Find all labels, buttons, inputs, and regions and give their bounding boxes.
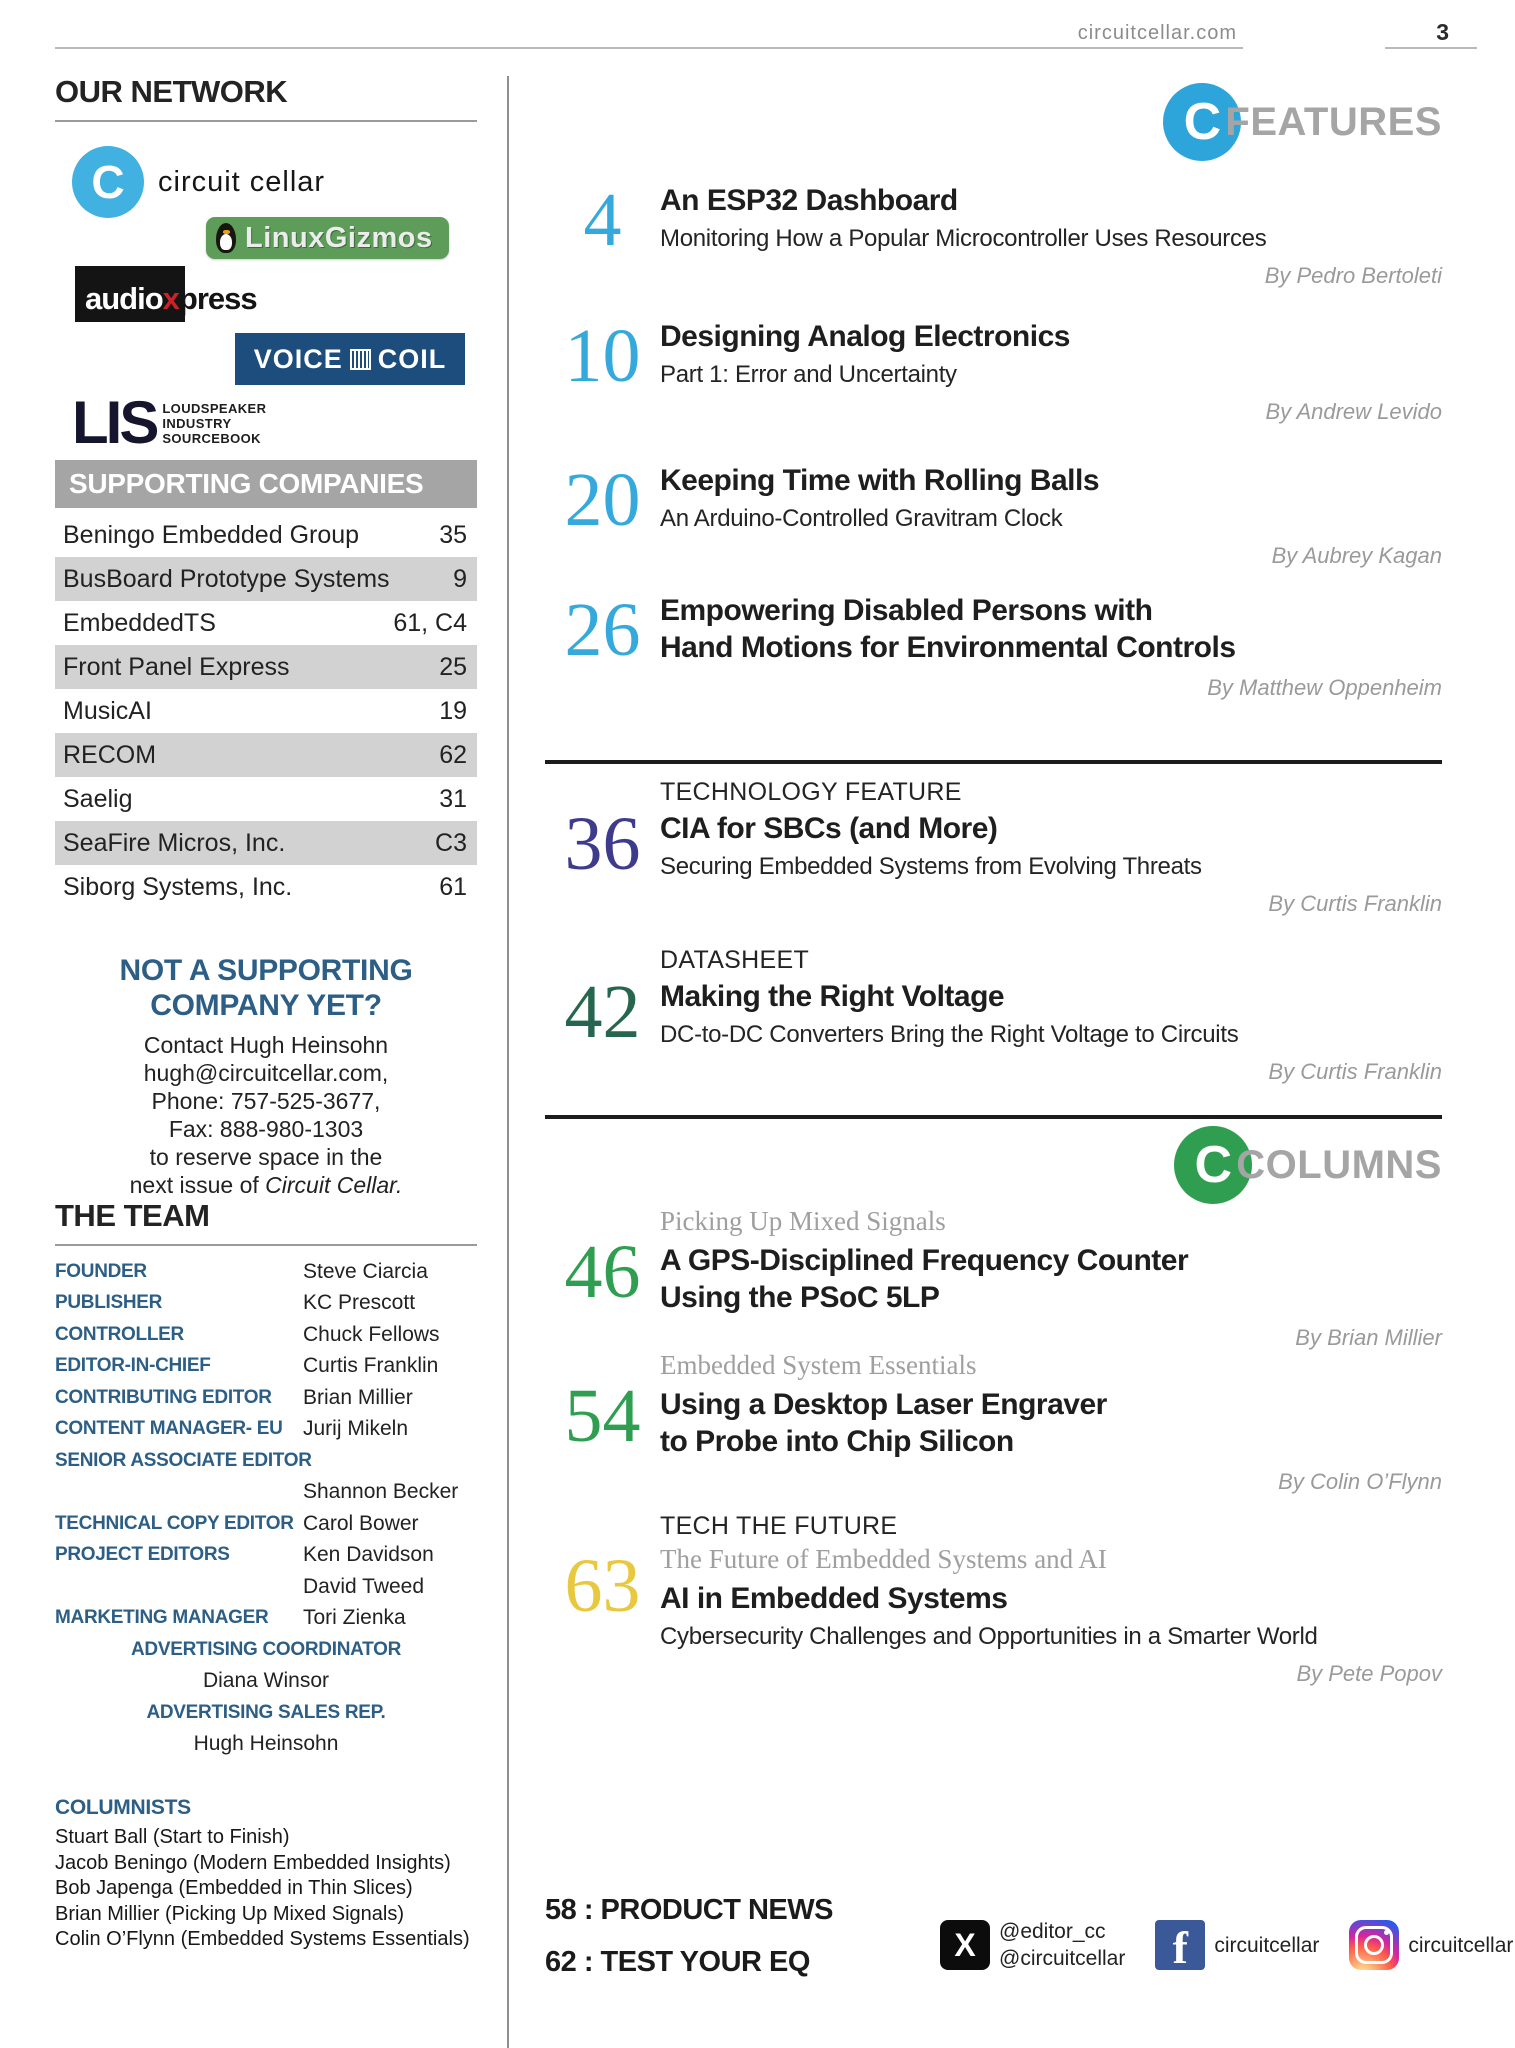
team-row xyxy=(55,1414,477,1446)
article-title: CIA for SBCs (and More) xyxy=(660,812,998,845)
columnist: Jacob Beningo (Modern Embedded Insights) xyxy=(55,1851,451,1874)
instagram-icon[interactable] xyxy=(1349,1920,1399,1970)
circuit-cellar-logo-text: circuit cellar xyxy=(158,165,326,198)
toc-article[interactable] xyxy=(545,588,1442,701)
audioxpress-logo-audio: audio xyxy=(85,281,163,316)
article-byline: By Pete Popov xyxy=(1296,1661,1442,1686)
company-row[interactable] xyxy=(55,645,477,689)
x-social-link[interactable] xyxy=(940,1918,1125,1972)
team-role: CONTRIBUTING EDITOR xyxy=(55,1386,272,1408)
team-role: CONTROLLER xyxy=(55,1323,184,1345)
article-byline: By Aubrey Kagan xyxy=(1271,543,1442,568)
team-role: MARKETING MANAGER xyxy=(55,1607,269,1629)
team-name: Hugh Heinsohn xyxy=(193,1732,339,1756)
team-role: FOUNDER xyxy=(55,1260,147,1282)
header-rule-page xyxy=(1385,47,1477,49)
company-name: MusicAI xyxy=(63,696,152,725)
contact-email[interactable]: hugh@circuitcellar.com, xyxy=(143,1060,389,1086)
article-page-number: 36 xyxy=(564,802,641,886)
article-title: AI in Embedded Systems xyxy=(660,1582,1008,1615)
toc-article[interactable] xyxy=(545,178,1442,289)
company-row[interactable] xyxy=(55,513,477,557)
x-handle-editor[interactable]: @editor_cc xyxy=(999,1920,1106,1943)
team-role: ADVERTISING SALES REP. xyxy=(146,1701,386,1723)
article-title: Keeping Time with Rolling Balls xyxy=(660,464,1099,497)
supporting-companies-heading: SUPPORTING COMPANIES xyxy=(55,460,477,508)
company-name: RECOM xyxy=(63,740,157,769)
company-name: Saelig xyxy=(63,784,133,813)
article-byline: By Pedro Bertoleti xyxy=(1264,263,1442,288)
columnist: Stuart Ball (Start to Finish) xyxy=(55,1826,290,1848)
team-row-centered xyxy=(55,1697,477,1729)
team-role: PUBLISHER xyxy=(55,1292,163,1314)
team-role: EDITOR-IN-CHIEF xyxy=(55,1355,211,1377)
facebook-social-link[interactable] xyxy=(1155,1920,1320,1973)
team-name: Diana Winsor xyxy=(202,1669,330,1693)
toc-article[interactable] xyxy=(545,1206,1442,1351)
company-name: Beningo Embedded Group xyxy=(63,520,360,549)
toc-article[interactable] xyxy=(545,458,1442,569)
team-name: KC Prescott xyxy=(303,1291,416,1315)
social-links xyxy=(940,1918,1513,1972)
team-name: Carol Bower xyxy=(303,1511,419,1535)
voice-coil-logo[interactable] xyxy=(235,333,465,385)
instagram-handle[interactable]: circuitcellar xyxy=(1408,1933,1514,1957)
company-page: 25 xyxy=(439,652,467,681)
article-kicker: DATASHEET xyxy=(660,946,810,974)
columns-section-logo xyxy=(545,1126,1442,1204)
page-number: 3 xyxy=(1436,19,1449,45)
contact-note-line2: next issue of Circuit Cellar. xyxy=(129,1172,403,1198)
article-byline: By Andrew Levido xyxy=(1265,399,1442,424)
lis-line-3: SOURCEBOOK xyxy=(162,430,261,446)
article-byline: By Curtis Franklin xyxy=(1268,891,1442,916)
columnist: Brian Millier (Picking Up Mixed Signals) xyxy=(55,1902,404,1925)
team-row-centered xyxy=(55,1666,477,1698)
article-title: Making the Right Voltage xyxy=(660,980,1005,1013)
audioxpress-logo-press: press xyxy=(178,281,257,316)
team-role: PROJECT EDITORS xyxy=(55,1544,230,1566)
company-page: C3 xyxy=(435,828,467,857)
speaker-icon xyxy=(350,349,371,370)
circuit-cellar-logo[interactable] xyxy=(72,146,325,218)
article-kicker: TECH THE FUTURE xyxy=(660,1512,898,1540)
footer-departments xyxy=(545,1884,833,1988)
team-row xyxy=(55,1445,477,1477)
features-section-logo xyxy=(545,83,1442,161)
team-name: Jurij Mikeln xyxy=(303,1417,409,1441)
article-subtitle: DC-to-DC Converters Bring the Right Voltage to Circuits xyxy=(660,1021,1239,1048)
voice-coil-logo-right: COIL xyxy=(377,343,447,374)
header-rule xyxy=(55,47,1243,49)
toc-article[interactable] xyxy=(545,778,1442,917)
contact-note-line1: to reserve space in the xyxy=(149,1144,383,1170)
test-your-eq-entry[interactable]: 62 : TEST YOUR EQ xyxy=(545,1946,810,1978)
article-subtitle: Cybersecurity Challenges and Opportunities in a Smarter World xyxy=(660,1623,1318,1650)
team-name: Shannon Becker xyxy=(303,1480,459,1504)
company-page: 61 xyxy=(439,872,467,901)
x-handle-circuitcellar[interactable]: @circuitcellar xyxy=(999,1947,1126,1970)
company-name: SeaFire Micros, Inc. xyxy=(63,828,286,857)
company-page: 31 xyxy=(439,784,467,813)
company-page: 19 xyxy=(439,696,467,725)
instagram-social-link[interactable] xyxy=(1349,1920,1513,1970)
circuit-cellar-logo-icon: C xyxy=(72,146,144,218)
columnists-block xyxy=(55,1796,500,1953)
toc-article[interactable] xyxy=(545,946,1442,1085)
contact-name: Contact Hugh Heinsohn xyxy=(143,1032,389,1058)
team-row xyxy=(55,1256,477,1288)
toc-article[interactable] xyxy=(545,314,1442,425)
team-row xyxy=(55,1603,477,1635)
voice-coil-logo-left: VOICE xyxy=(253,343,343,374)
company-row[interactable] xyxy=(55,821,477,865)
audioxpress-logo[interactable] xyxy=(75,266,355,324)
lis-logo-mark: LIS xyxy=(72,389,157,456)
company-page: 9 xyxy=(453,564,467,593)
company-name: Front Panel Express xyxy=(63,652,290,681)
facebook-handle[interactable]: circuitcellar xyxy=(1214,1933,1320,1957)
article-subtitle: Part 1: Error and Uncertainty xyxy=(660,361,957,388)
columns-c-icon: C xyxy=(1174,1126,1252,1204)
the-team-heading: THE TEAM xyxy=(55,1198,477,1246)
team-role: ADVERTISING COORDINATOR xyxy=(130,1638,402,1660)
columns-section-label: COLUMNS xyxy=(1236,1142,1442,1187)
team-name: David Tweed xyxy=(303,1574,425,1598)
team-name: Ken Davidson xyxy=(303,1543,434,1567)
company-page: 35 xyxy=(439,520,467,549)
team-name: Tori Zienka xyxy=(303,1606,406,1630)
section-divider xyxy=(545,760,1442,764)
article-page-number: 63 xyxy=(564,1544,641,1628)
team-name: Curtis Franklin xyxy=(303,1354,439,1378)
article-column-name: Embedded System Essentials xyxy=(660,1350,977,1380)
team-row xyxy=(55,1351,477,1383)
team-role: TECHNICAL COPY EDITOR xyxy=(55,1512,294,1534)
team-row-centered xyxy=(55,1634,477,1666)
team-row xyxy=(55,1288,477,1320)
article-page-number: 20 xyxy=(564,458,641,542)
company-row[interactable] xyxy=(55,865,477,909)
article-title: Using a Desktop Laser Engraver to Probe into Chip Silicon xyxy=(660,1388,1107,1458)
team-row-centered xyxy=(55,1729,477,1761)
article-page-number: 10 xyxy=(564,314,641,398)
company-name: BusBoard Prototype Systems xyxy=(63,564,390,593)
article-title: An ESP32 Dashboard xyxy=(660,184,958,217)
not-supporting-block xyxy=(55,953,477,1199)
company-name: EmbeddedTS xyxy=(63,608,216,637)
team-row xyxy=(55,1571,477,1603)
company-row[interactable] xyxy=(55,689,477,733)
not-supporting-title-line2: COMPANY YET? xyxy=(150,989,382,1022)
company-row[interactable] xyxy=(55,777,477,821)
article-title: Empowering Disabled Persons with Hand Motions for Environmental Controls xyxy=(660,594,1236,664)
team-name: Steve Ciarcia xyxy=(303,1259,428,1283)
our-network-heading: OUR NETWORK xyxy=(55,74,477,122)
company-row[interactable] xyxy=(55,557,477,601)
toc-article[interactable] xyxy=(545,1350,1442,1495)
audioxpress-logo-x: x xyxy=(162,281,179,316)
magazine-name: Circuit Cellar. xyxy=(265,1172,403,1198)
company-row[interactable] xyxy=(55,601,477,645)
instagram-dot xyxy=(1384,1930,1389,1935)
article-page-number: 42 xyxy=(564,970,641,1054)
article-title: A GPS-Disciplined Frequency Counter Using the PSoC 5LP xyxy=(660,1244,1189,1314)
article-page-number: 54 xyxy=(564,1374,641,1458)
site-url[interactable]: circuitcellar.com xyxy=(1077,22,1237,44)
lis-line-1: LOUDSPEAKER xyxy=(162,400,267,416)
article-title: Designing Analog Electronics xyxy=(660,320,1070,353)
article-subtitle: Securing Embedded Systems from Evolving Threats xyxy=(660,853,1202,880)
team-row xyxy=(55,1382,477,1414)
team-name: Brian Millier xyxy=(303,1385,413,1409)
column-divider xyxy=(507,76,509,2048)
company-row[interactable] xyxy=(55,733,477,777)
article-kicker: TECHNOLOGY FEATURE xyxy=(660,778,962,806)
not-supporting-title-line1: NOT A SUPPORTING xyxy=(119,954,413,987)
toc-article[interactable] xyxy=(545,1512,1442,1687)
team-row xyxy=(55,1319,477,1351)
linuxgizmos-logo[interactable] xyxy=(206,217,449,259)
article-page-number: 46 xyxy=(564,1230,641,1314)
team-role: SENIOR ASSOCIATE EDITOR xyxy=(55,1449,312,1471)
article-subtitle: Monitoring How a Popular Microcontroller Uses Resources xyxy=(660,225,1267,252)
article-column-name: The Future of Embedded Systems and AI xyxy=(660,1544,1107,1574)
article-page-number: 4 xyxy=(583,178,622,262)
article-subtitle: An Arduino-Controlled Gravitram Clock xyxy=(660,505,1063,532)
company-page: 61, C4 xyxy=(393,608,467,637)
article-page-number: 26 xyxy=(564,588,641,672)
article-byline: By Colin O’Flynn xyxy=(1278,1469,1442,1494)
columnist: Bob Japenga (Embedded in Thin Slices) xyxy=(55,1877,413,1899)
article-byline: By Matthew Oppenheim xyxy=(1207,675,1442,700)
contact-phone: Phone: 757-525-3677, xyxy=(151,1088,381,1114)
columnist: Colin O’Flynn (Embedded Systems Essentials) xyxy=(55,1928,470,1950)
section-divider xyxy=(545,1115,1442,1119)
team-row xyxy=(55,1477,477,1509)
facebook-icon[interactable]: f xyxy=(1155,1920,1205,1970)
supporting-companies-table xyxy=(55,513,477,909)
team-list xyxy=(55,1256,477,1760)
penguin-icon xyxy=(216,223,236,253)
x-icon[interactable]: X xyxy=(940,1920,990,1970)
company-page: 62 xyxy=(439,740,467,769)
linuxgizmos-logo-text: LinuxGizmos xyxy=(245,221,433,254)
columnists-heading: COLUMNISTS xyxy=(55,1796,191,1819)
company-name: Siborg Systems, Inc. xyxy=(63,872,293,901)
team-role: CONTENT MANAGER- EU xyxy=(55,1418,283,1440)
contact-fax: Fax: 888-980-1303 xyxy=(168,1116,364,1142)
features-section-label: FEATURES xyxy=(1225,99,1442,144)
team-row xyxy=(55,1540,477,1572)
article-byline: By Curtis Franklin xyxy=(1268,1059,1442,1084)
features-c-icon: C xyxy=(1163,83,1241,161)
product-news-entry[interactable]: 58 : PRODUCT NEWS xyxy=(545,1894,833,1926)
team-name: Chuck Fellows xyxy=(303,1322,440,1346)
article-column-name: Picking Up Mixed Signals xyxy=(660,1206,946,1236)
team-row xyxy=(55,1508,477,1540)
lis-line-2: INDUSTRY xyxy=(162,415,232,431)
article-byline: By Brian Millier xyxy=(1295,1325,1442,1350)
lis-logo[interactable] xyxy=(72,389,267,456)
